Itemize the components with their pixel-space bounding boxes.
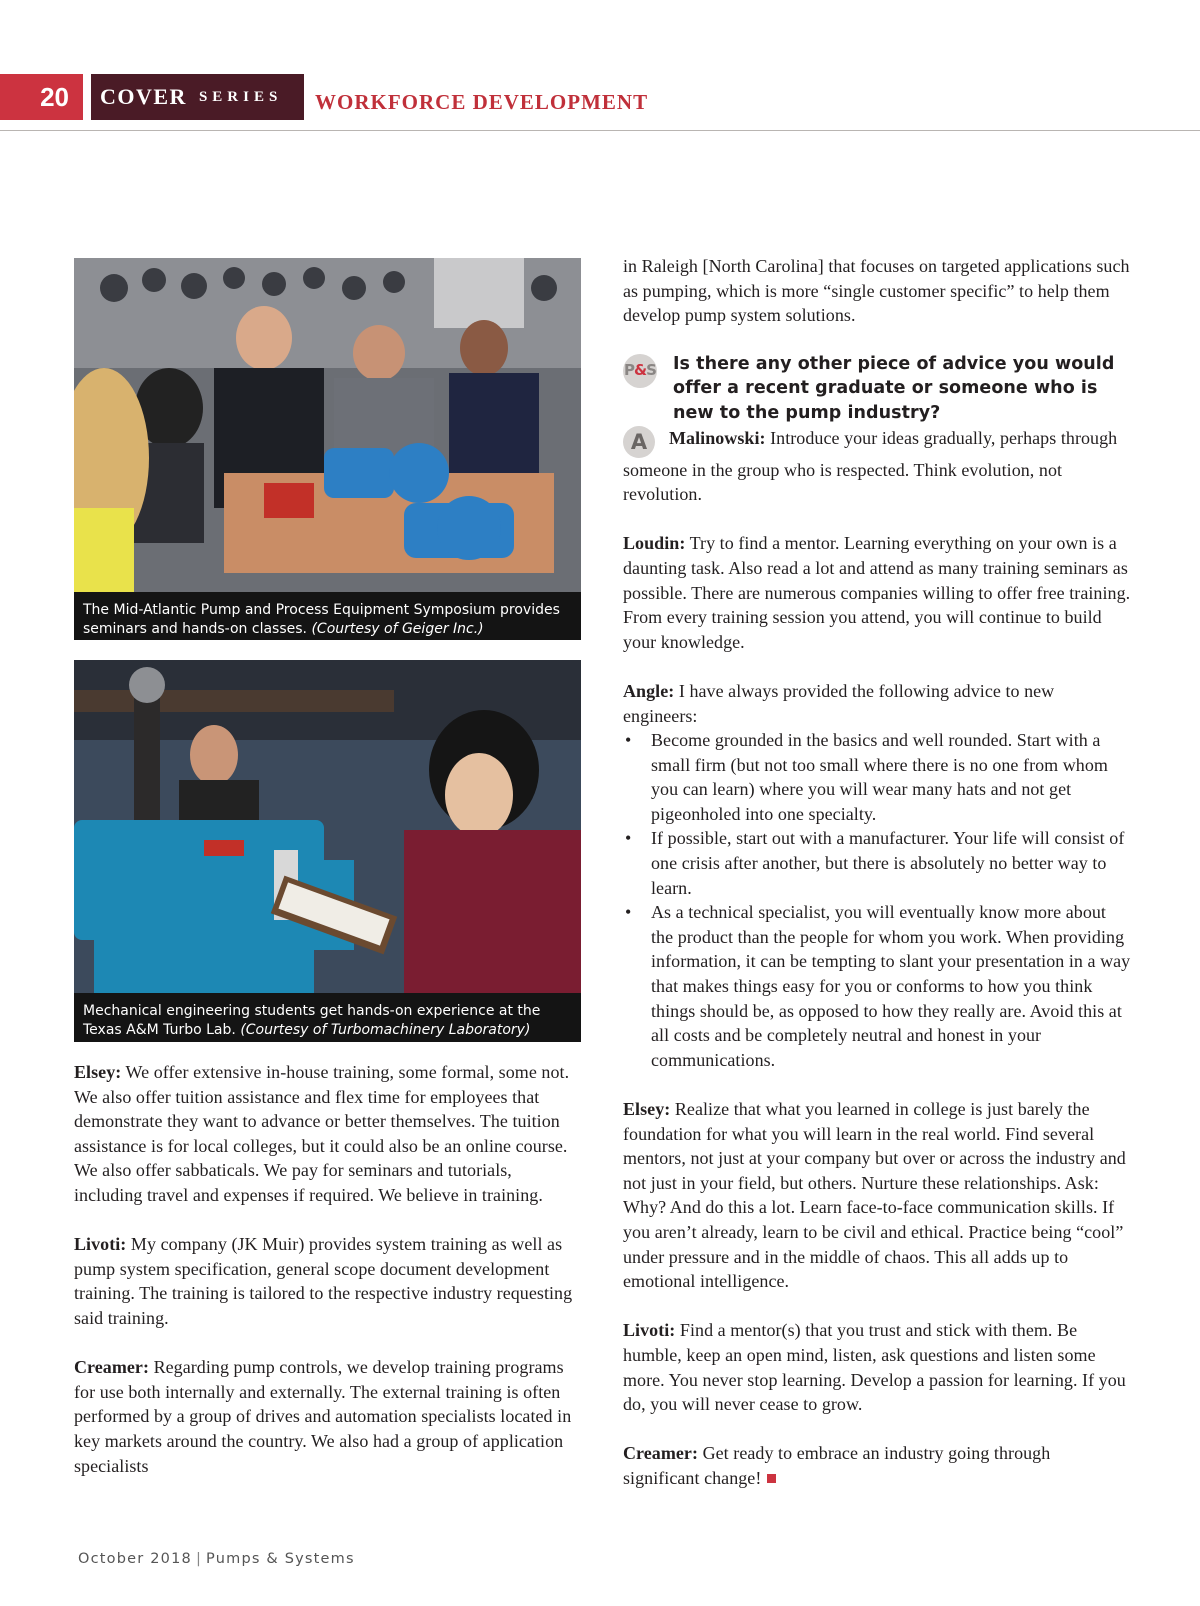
photo-caption-2 bbox=[74, 993, 581, 1042]
answer-paragraph bbox=[74, 1355, 582, 1478]
speaker-name: Malinowski: bbox=[669, 427, 766, 448]
caption-credit: (Courtesy of Turbomachinery Laboratory) bbox=[240, 1021, 531, 1038]
answer-text: Regarding pump controls, we develop training programs for use both internally and externally. The external training is often performed by a group of drives and automation specialists located in key markets around the country. We also had a group of application specialists bbox=[74, 1357, 572, 1476]
speaker-name: Elsey: bbox=[623, 1099, 671, 1119]
answer-icon: A bbox=[623, 426, 655, 458]
answer-text: Realize that what you learned in college is just barely the foundation for what you will learn in the real world. Find several mentors, not just at your company but over or across the industry and not just in your field, but others. Nurture these relationships. Ask: Why? And do this a lot. Learn face-to-face communication skills. If you aren’t already, learn to be civil and ethical. Practice being “cool” under pressure and in the middle of chaos. This all adds up to emotional intelligence. bbox=[623, 1099, 1126, 1292]
list-item: • Become grounded in the basics and well rounded. Start with a small firm (but not too small where there is no one from whom you can learn) where you will wear many hats and not get pigeonholed into one specialty. bbox=[623, 728, 1131, 826]
speaker-name: Livoti: bbox=[74, 1234, 127, 1255]
speaker-name: Elsey: bbox=[74, 1062, 122, 1082]
answer-text: Get ready to embrace an industry going through significant change! bbox=[623, 1443, 1051, 1488]
answer-paragraph bbox=[623, 1318, 1131, 1416]
answer-text: I have always provided the following advice to new engineers: bbox=[623, 680, 1055, 726]
end-of-article-icon bbox=[767, 1474, 776, 1483]
caption-text: Mechanical engineering students get hands-on experience at the Texas A&M Turbo Lab. bbox=[83, 1003, 541, 1038]
speaker-name: Creamer: bbox=[74, 1357, 150, 1378]
speaker-name: Angle: bbox=[623, 680, 675, 701]
answer-text: Try to find a mentor. Learning everything on your own is a daunting task. Also read a lot and attend as many training seminars as possible. There are numerous companies willing to offer free training. From every training session you attend, you will continue to build your knowledge. bbox=[623, 533, 1131, 652]
answer-paragraph bbox=[74, 1232, 582, 1330]
caption-text: The Mid-Atlantic Pump and Process Equipment Symposium provides seminars and hands-on classes. bbox=[83, 602, 560, 637]
page-number: 20 bbox=[0, 74, 83, 120]
speaker-name: Livoti: bbox=[623, 1320, 676, 1341]
left-column-text bbox=[74, 1060, 582, 1478]
footer-separator: | bbox=[195, 1551, 203, 1567]
question-text: Is there any other piece of advice you would offer a recent graduate or someone who is new to the pump industry? bbox=[673, 353, 1115, 423]
list-item: • As a technical specialist, you will eventually know more about the product than the people for whom you work. When providing information, it can be tempting to slant your presentation in a way that makes things easy for you or conforms to how you think things should be, as opposed to how they really are. Avoid this at all costs and be completely neutral and honest in your communications. bbox=[623, 900, 1131, 1072]
speaker-name: Loudin: bbox=[623, 533, 686, 554]
advice-list bbox=[623, 728, 1131, 1072]
right-column-text bbox=[623, 254, 1131, 1491]
answer-text: My company (JK Muir) provides system training as well as pump system specification, general scope document development training. The training is tailored to the respective industry requesting said training. bbox=[74, 1234, 573, 1328]
publication-name: Pumps & Systems bbox=[206, 1551, 355, 1567]
turbo-lab-photo bbox=[74, 660, 581, 993]
cover-label: COVER bbox=[100, 84, 187, 109]
issue-date: October 2018 bbox=[78, 1551, 192, 1567]
cover-series-banner bbox=[91, 74, 304, 120]
question-block bbox=[623, 352, 1131, 426]
answer-paragraph bbox=[623, 1097, 1131, 1294]
list-item: • If possible, start out with a manufacturer. Your life will consist of one crisis after another, but there is absolutely no better way to learn. bbox=[623, 826, 1131, 900]
answer-text: Find a mentor(s) that you trust and stick with them. Be humble, keep an open mind, listen, ask questions and listen some more. You never stop learning. Develop a passion for learning. If you do, you will never cease to grow. bbox=[623, 1320, 1126, 1415]
answer-text: Introduce your ideas gradually, perhaps through someone in the group who is respected. Think evolution, not revolution. bbox=[623, 427, 1118, 505]
ps-logo-icon: P & S bbox=[623, 354, 657, 388]
answer-paragraph bbox=[623, 531, 1131, 654]
photo-caption-1 bbox=[74, 592, 581, 640]
answer-paragraph bbox=[623, 1441, 1131, 1490]
answer-text: We offer extensive in-house training, some formal, some not. We also offer tuition assistance and flex time for employees that demonstrate they want to advance or better themselves. The tuition assistance is for local colleges, but it could also be an online course. We also offer sabbaticals. We pay for seminars and tutorials, including travel and expenses if required. We believe in training. bbox=[74, 1062, 570, 1205]
answer-paragraph bbox=[623, 679, 1131, 728]
page-footer bbox=[78, 1551, 355, 1567]
series-label: SERIES bbox=[198, 88, 283, 105]
answer-paragraph bbox=[623, 426, 1131, 507]
section-title: WORKFORCE DEVELOPMENT bbox=[315, 90, 649, 114]
header-rule bbox=[0, 130, 1200, 131]
continuation-paragraph: in Raleigh [North Carolina] that focuses on targeted applications such as pumping, which is more “single customer specific” to help them develop pump system solutions. bbox=[623, 256, 1130, 326]
speaker-name: Creamer: bbox=[623, 1443, 699, 1464]
symposium-photo bbox=[74, 258, 581, 592]
answer-paragraph bbox=[74, 1060, 582, 1208]
caption-credit: (Courtesy of Geiger Inc.) bbox=[311, 620, 484, 637]
